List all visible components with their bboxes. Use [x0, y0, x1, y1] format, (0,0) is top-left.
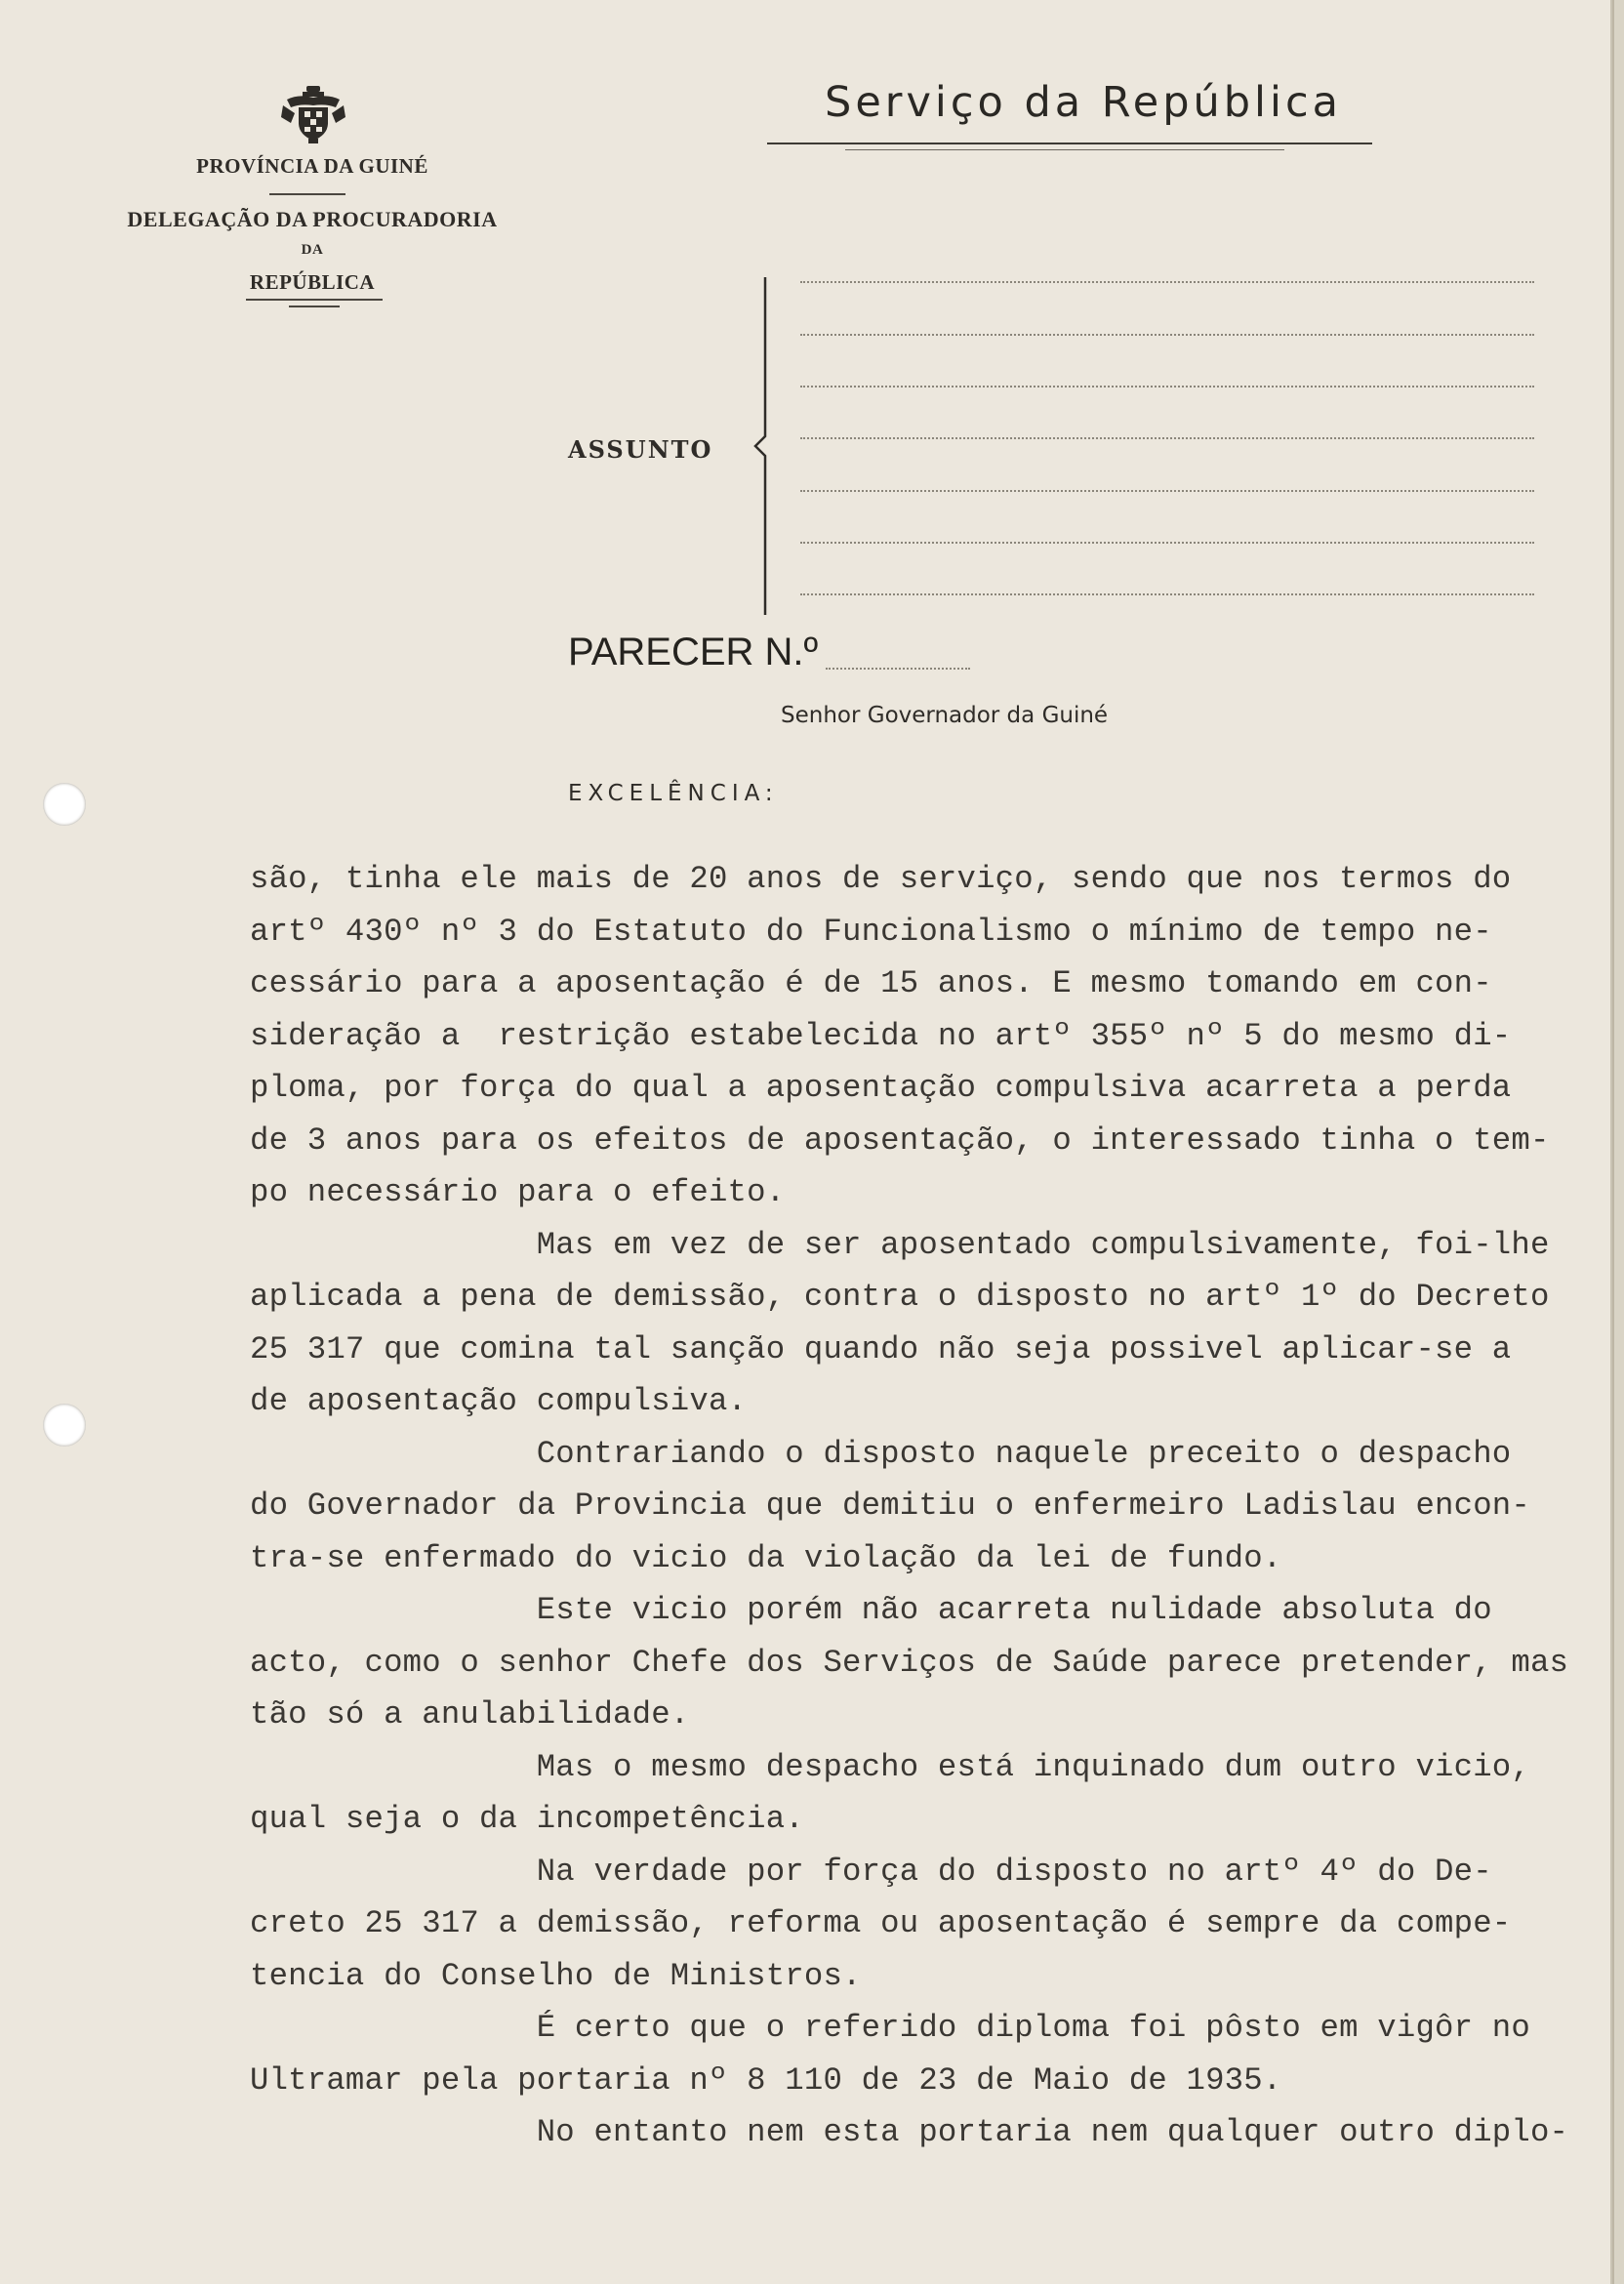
body-line: po necessário para o efeito. [250, 1174, 786, 1210]
addressee: Senhor Governador da Guiné [781, 703, 1109, 728]
body-line: Contrariando o disposto naquele preceito o despacho [250, 1435, 1512, 1472]
subject-line [800, 281, 1534, 283]
body-line: creto 25 317 a demissão, reforma ou aposentação é sempre da compe- [250, 1905, 1512, 1941]
subject-line [800, 542, 1534, 544]
delegation-republic: REPÚBLICA [249, 270, 376, 294]
punch-hole [43, 783, 86, 826]
subject-line [800, 490, 1534, 492]
subject-line [800, 437, 1534, 439]
body-line: qual seja o da incompetência. [250, 1801, 804, 1837]
body-line: artº 430º nº 3 do Estatuto do Funcionalismo o mínimo de tempo ne- [250, 913, 1492, 950]
body-line: acto, como o senhor Chefe dos Serviços de Saúde parece pretender, mas [250, 1644, 1569, 1681]
body-line: cessário para a aposentação é de 15 anos. E mesmo tomando em con- [250, 965, 1492, 1001]
opinion-number-label: PARECER N.º [568, 631, 819, 673]
body-line: tão só a anulabilidade. [250, 1696, 690, 1733]
body-line: sideração a restrição estabelecida no artº 355º nº 5 do mesmo di- [250, 1017, 1512, 1054]
body-line: Ultramar pela portaria nº 8 110 de 23 de Maio de 1935. [250, 2061, 1282, 2099]
body-line: do Governador da Provincia que demitiu o enfermeiro Ladislau encon- [250, 1488, 1530, 1524]
salutation: EXCELÊNCIA: [568, 781, 779, 806]
coat-of-arms-icon [279, 84, 347, 144]
service-title: Serviço da República [825, 78, 1342, 127]
subject-line [800, 593, 1534, 595]
body-line: É certo que o referido diploma foi pôsto em vigôr no [250, 2010, 1530, 2046]
subject-line [800, 386, 1534, 387]
body-line: Mas em vez de ser aposentado compulsivamente, foi-lhe [250, 1226, 1550, 1263]
body-line: são, tinha ele mais de 20 anos de serviço, sendo que nos termos do [250, 861, 1512, 897]
body-line: Este vicio porém não acarreta nulidade absoluta do [250, 1592, 1492, 1628]
header-underline [246, 299, 383, 301]
body-line: aplicada a pena de demissão, contra o disposto no artº 1º do Decreto [250, 1279, 1550, 1315]
province-name: PROVÍNCIA DA GUINÉ [196, 154, 428, 178]
delegation-name: DELEGAÇÃO DA PROCURADORIA [127, 207, 498, 231]
service-title-rule-thin [845, 149, 1284, 150]
body-line: Mas o mesmo despacho está inquinado dum outro vicio, [250, 1748, 1530, 1785]
header-divider [269, 193, 345, 195]
subject-brace [751, 275, 777, 617]
delegation-da: DA [301, 242, 324, 258]
punch-hole [43, 1404, 86, 1447]
body-line: tra-se enfermado do vicio da violação da lei de fundo. [250, 1539, 1282, 1576]
header-underline-short [289, 306, 340, 307]
subject-line [800, 334, 1534, 336]
opinion-number-line [826, 668, 970, 670]
service-title-rule [767, 143, 1372, 144]
body-line: tencia do Conselho de Ministros. [250, 1957, 862, 1994]
body-line: Na verdade por força do disposto no artº 4º do De- [250, 1853, 1492, 1890]
subject-label: ASSUNTO [568, 435, 713, 464]
body-line: 25 317 que comina tal sanção quando não seja possivel aplicar-se a [250, 1330, 1512, 1367]
body-line: ploma, por força do qual a aposentação compulsiva acarreta a perda [250, 1070, 1512, 1106]
body-line: de 3 anos para os efeitos de aposentação, o interessado tinha o tem- [250, 1122, 1550, 1159]
body-line: No entanto nem esta portaria nem qualquer outro diplo- [250, 2114, 1569, 2150]
body-line: de aposentação compulsiva. [250, 1383, 748, 1419]
